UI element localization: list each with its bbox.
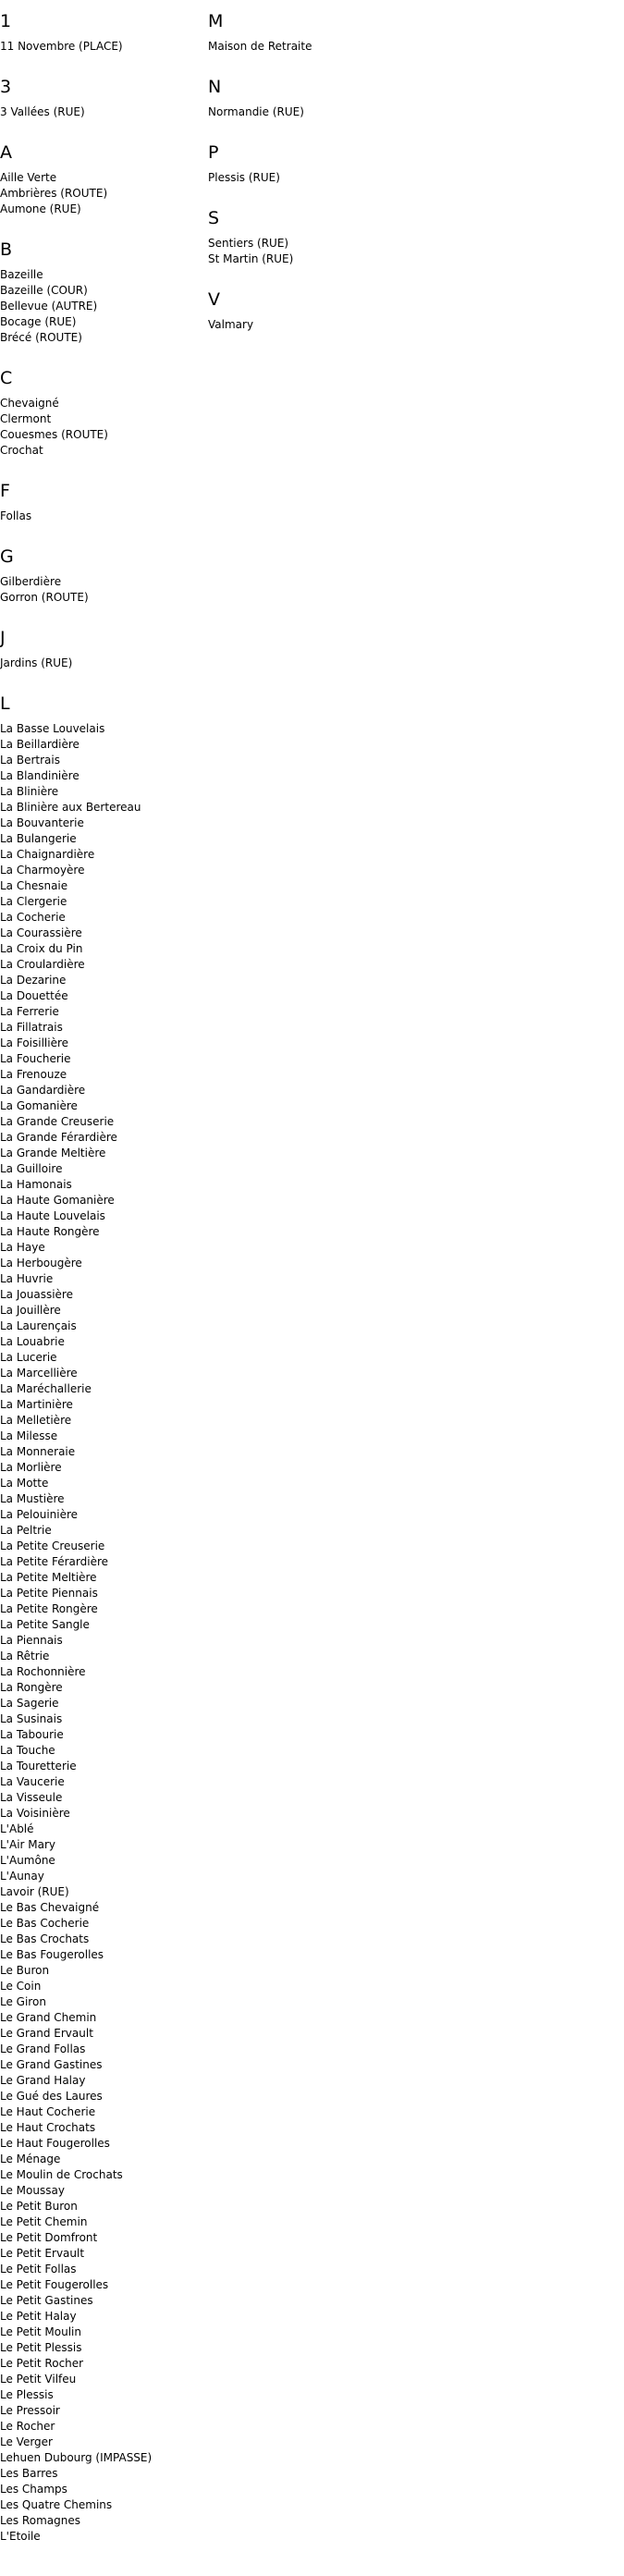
street-name: Aumone (RUE) — [0, 202, 81, 215]
street-name: Les Romagnes — [0, 2514, 80, 2527]
street-name: La Visseule — [0, 1791, 63, 1804]
street-name: La Rêtrie — [0, 1650, 50, 1662]
street-name: La Monneraie — [0, 1445, 76, 1458]
street-name: La Douettée — [0, 989, 68, 1002]
street-name: La Rochonnière — [0, 1665, 86, 1678]
street-name: La Petite Rongère — [0, 1602, 98, 1615]
street-name: La Beillardière — [0, 738, 80, 751]
letter-group — [0, 628, 203, 671]
street-name: La Herbougère — [0, 1257, 82, 1270]
street-name: Le Buron — [0, 1964, 50, 1977]
street-name: Le Coin — [0, 1980, 42, 1993]
street-name: La Piennais — [0, 1634, 63, 1647]
street-name: Le Bas Cocherie — [0, 1917, 90, 1930]
letter-group — [0, 239, 203, 346]
street-list — [208, 104, 411, 120]
street-index-left-column — [0, 11, 203, 2567]
letter-group — [0, 546, 203, 606]
street-name: Le Petit Follas — [0, 2263, 77, 2275]
street-name: Gilberdière — [0, 575, 62, 588]
letter-heading: N — [208, 77, 222, 97]
street-name: La Foucherie — [0, 1052, 71, 1065]
street-name: La Grande Creuserie — [0, 1115, 115, 1128]
street-name: La Voisinière — [0, 1807, 70, 1820]
letter-group — [208, 11, 411, 55]
street-name: La Haye — [0, 1241, 45, 1254]
street-name: Le Moussay — [0, 2184, 65, 2197]
street-name: Bocage (RUE) — [0, 315, 77, 328]
street-name: La Blandinière — [0, 769, 80, 782]
street-name: Le Petit Halay — [0, 2310, 77, 2323]
street-list — [0, 574, 203, 606]
street-name: La Charmoyère — [0, 864, 85, 877]
street-list — [0, 656, 203, 671]
street-name: La Vaucerie — [0, 1775, 65, 1788]
street-name: Le Bas Crochats — [0, 1932, 90, 1945]
street-list — [0, 396, 203, 459]
street-name: La Frenouze — [0, 1068, 67, 1081]
street-name: Le Pressoir — [0, 2404, 60, 2417]
street-name: L'Etoile — [0, 2530, 41, 2543]
street-list — [208, 170, 411, 186]
street-name: La Croix du Pin — [0, 942, 83, 955]
street-name: La Petite Creuserie — [0, 1539, 105, 1552]
street-name: Le Bas Fougerolles — [0, 1948, 104, 1961]
letter-heading: P — [208, 142, 219, 163]
street-list — [208, 39, 411, 55]
street-name: Le Petit Buron — [0, 2200, 78, 2213]
street-name: La Chesnaie — [0, 879, 68, 892]
street-index-right-column — [208, 11, 411, 355]
street-name: Lavoir (RUE) — [0, 1885, 69, 1898]
letter-group — [208, 289, 411, 333]
street-name: Follas — [0, 509, 32, 522]
street-name: Le Grand Ervault — [0, 2027, 93, 2040]
street-name: La Peltrie — [0, 1524, 52, 1537]
street-name: L'Air Mary — [0, 1838, 56, 1851]
street-name: Le Gué des Laures — [0, 2090, 103, 2103]
street-name: Le Haut Cocherie — [0, 2105, 96, 2118]
street-name: La Foisillière — [0, 1037, 69, 1049]
street-name: Brécé (ROUTE) — [0, 331, 82, 344]
street-name: La Melletière — [0, 1414, 72, 1427]
letter-heading: J — [0, 628, 6, 648]
street-name: Aille Verte — [0, 171, 57, 184]
street-name: Le Giron — [0, 1995, 46, 2008]
street-name: La Hamonais — [0, 1178, 72, 1191]
letter-group — [208, 77, 411, 120]
street-name: La Grande Férardière — [0, 1131, 117, 1144]
street-name: Le Petit Plessis — [0, 2341, 82, 2354]
street-name: Les Champs — [0, 2483, 67, 2496]
street-name: St Martin (RUE) — [208, 252, 294, 265]
street-name: La Ferrerie — [0, 1005, 59, 1018]
street-name: Le Petit Fougerolles — [0, 2278, 109, 2291]
street-name: Le Grand Chemin — [0, 2011, 97, 2024]
street-list — [0, 267, 203, 346]
street-name: Jardins (RUE) — [0, 656, 73, 669]
street-list — [208, 236, 411, 267]
street-name: La Maréchallerie — [0, 1382, 92, 1395]
street-name: La Mustière — [0, 1492, 65, 1505]
street-name: La Cocherie — [0, 911, 66, 924]
street-name: Le Rocher — [0, 2420, 55, 2433]
street-name: La Bertrais — [0, 754, 60, 767]
street-name: Valmary — [208, 318, 254, 331]
letter-group — [208, 142, 411, 186]
street-name: La Clergerie — [0, 895, 67, 908]
street-name: La Chaignardière — [0, 848, 95, 861]
street-name: La Lucerie — [0, 1351, 57, 1364]
street-name: La Louabrie — [0, 1335, 65, 1348]
street-name: Bazeille (COUR) — [0, 284, 88, 297]
letter-heading: M — [208, 11, 224, 31]
street-name: Couesmes (ROUTE) — [0, 428, 108, 441]
letter-heading: S — [208, 208, 220, 228]
street-name: La Croulardière — [0, 958, 85, 971]
street-name: La Pelouinière — [0, 1508, 79, 1521]
letter-heading: F — [0, 481, 10, 501]
street-name: Ambrières (ROUTE) — [0, 187, 108, 200]
street-name: L'Aunay — [0, 1870, 44, 1883]
street-name: La Jouillère — [0, 1304, 61, 1317]
street-name: L'Aumône — [0, 1854, 55, 1867]
street-name: La Morlière — [0, 1461, 62, 1474]
street-name: Bellevue (AUTRE) — [0, 300, 98, 313]
street-name: La Fillatrais — [0, 1021, 63, 1034]
street-name: La Bouvanterie — [0, 816, 84, 829]
street-name: La Susinais — [0, 1712, 63, 1725]
street-name: Le Grand Follas — [0, 2042, 86, 2055]
letter-group — [0, 142, 203, 217]
street-name: Bazeille — [0, 268, 43, 281]
street-name: La Jouassière — [0, 1288, 73, 1301]
street-name: La Petite Férardière — [0, 1555, 109, 1568]
street-name: Le Haut Fougerolles — [0, 2137, 110, 2150]
street-name: La Blinière — [0, 785, 59, 798]
street-name: Chevaigné — [0, 397, 59, 410]
street-name: La Haute Rongère — [0, 1225, 100, 1238]
street-name: Maison de Retraite — [208, 40, 312, 53]
street-name: Le Petit Chemin — [0, 2215, 88, 2228]
street-list — [0, 170, 203, 217]
street-name: Le Moulin de Crochats — [0, 2168, 123, 2181]
street-name: L'Ablé — [0, 1822, 34, 1835]
street-name: 11 Novembre (PLACE) — [0, 40, 123, 53]
street-name: La Petite Sangle — [0, 1618, 90, 1631]
street-name: La Guilloire — [0, 1162, 63, 1175]
street-name: Le Ménage — [0, 2153, 61, 2165]
street-name: La Petite Piennais — [0, 1587, 98, 1600]
street-name: La Basse Louvelais — [0, 722, 105, 735]
street-name: Plessis (RUE) — [208, 171, 280, 184]
letter-heading: 3 — [0, 77, 12, 97]
street-name: Clermont — [0, 412, 52, 425]
street-name: Le Petit Ervault — [0, 2247, 85, 2260]
street-name: Lehuen Dubourg (IMPASSE) — [0, 2451, 153, 2464]
street-name: La Rongère — [0, 1681, 63, 1694]
street-name: La Milesse — [0, 1429, 58, 1442]
letter-group — [0, 368, 203, 459]
letter-heading: L — [0, 693, 10, 714]
letter-heading: B — [0, 239, 13, 260]
street-name: Gorron (ROUTE) — [0, 591, 89, 604]
street-name: La Blinière aux Bertereau — [0, 801, 141, 814]
letter-group — [0, 693, 203, 2545]
street-list — [0, 104, 203, 120]
street-name: Les Barres — [0, 2467, 58, 2480]
street-name: La Touretterie — [0, 1760, 77, 1773]
street-list — [208, 317, 411, 333]
street-name: Le Verger — [0, 2435, 53, 2448]
street-name: Le Petit Domfront — [0, 2231, 98, 2244]
street-name: Le Haut Crochats — [0, 2121, 96, 2134]
street-name: La Marcellière — [0, 1367, 78, 1380]
street-name: La Touche — [0, 1744, 55, 1757]
letter-heading: G — [0, 546, 14, 567]
street-name: Le Plessis — [0, 2388, 54, 2401]
street-list — [0, 39, 203, 55]
letter-group — [0, 77, 203, 120]
letter-group — [0, 481, 203, 524]
letter-group — [208, 208, 411, 267]
street-name: La Gandardière — [0, 1084, 86, 1097]
street-name: La Tabourie — [0, 1728, 64, 1741]
street-name: Le Petit Moulin — [0, 2325, 81, 2338]
street-name: La Sagerie — [0, 1697, 59, 1710]
letter-heading: C — [0, 368, 13, 388]
street-name: La Courassière — [0, 926, 82, 939]
street-name: La Martinière — [0, 1398, 73, 1411]
street-name: La Dezarine — [0, 974, 67, 987]
street-name: Normandie (RUE) — [208, 105, 304, 118]
street-name: 3 Vallées (RUE) — [0, 105, 85, 118]
street-name: Les Quatre Chemins — [0, 2498, 113, 2511]
street-name: La Motte — [0, 1477, 49, 1490]
street-name: Le Petit Vilfeu — [0, 2373, 77, 2386]
street-name: Le Petit Gastines — [0, 2294, 93, 2307]
street-name: La Haute Gomanière — [0, 1194, 115, 1207]
street-name: La Huvrie — [0, 1272, 54, 1285]
street-name: Le Grand Gastines — [0, 2058, 103, 2071]
street-list — [0, 509, 203, 524]
street-name: Sentiers (RUE) — [208, 237, 289, 250]
street-name: Le Grand Halay — [0, 2074, 86, 2087]
street-name: La Bulangerie — [0, 832, 77, 845]
street-name: La Laurençais — [0, 1319, 77, 1332]
street-name: La Grande Meltière — [0, 1147, 106, 1159]
street-list — [0, 721, 203, 2545]
street-name: Crochat — [0, 444, 43, 457]
street-name: La Petite Meltière — [0, 1571, 97, 1584]
letter-heading: A — [0, 142, 12, 163]
street-name: La Gomanière — [0, 1099, 78, 1112]
letter-group — [0, 11, 203, 55]
letter-heading: 1 — [0, 11, 12, 31]
street-name: Le Petit Rocher — [0, 2357, 84, 2370]
street-name: La Haute Louvelais — [0, 1209, 105, 1222]
letter-heading: V — [208, 289, 220, 310]
street-name: Le Bas Chevaigné — [0, 1901, 100, 1914]
